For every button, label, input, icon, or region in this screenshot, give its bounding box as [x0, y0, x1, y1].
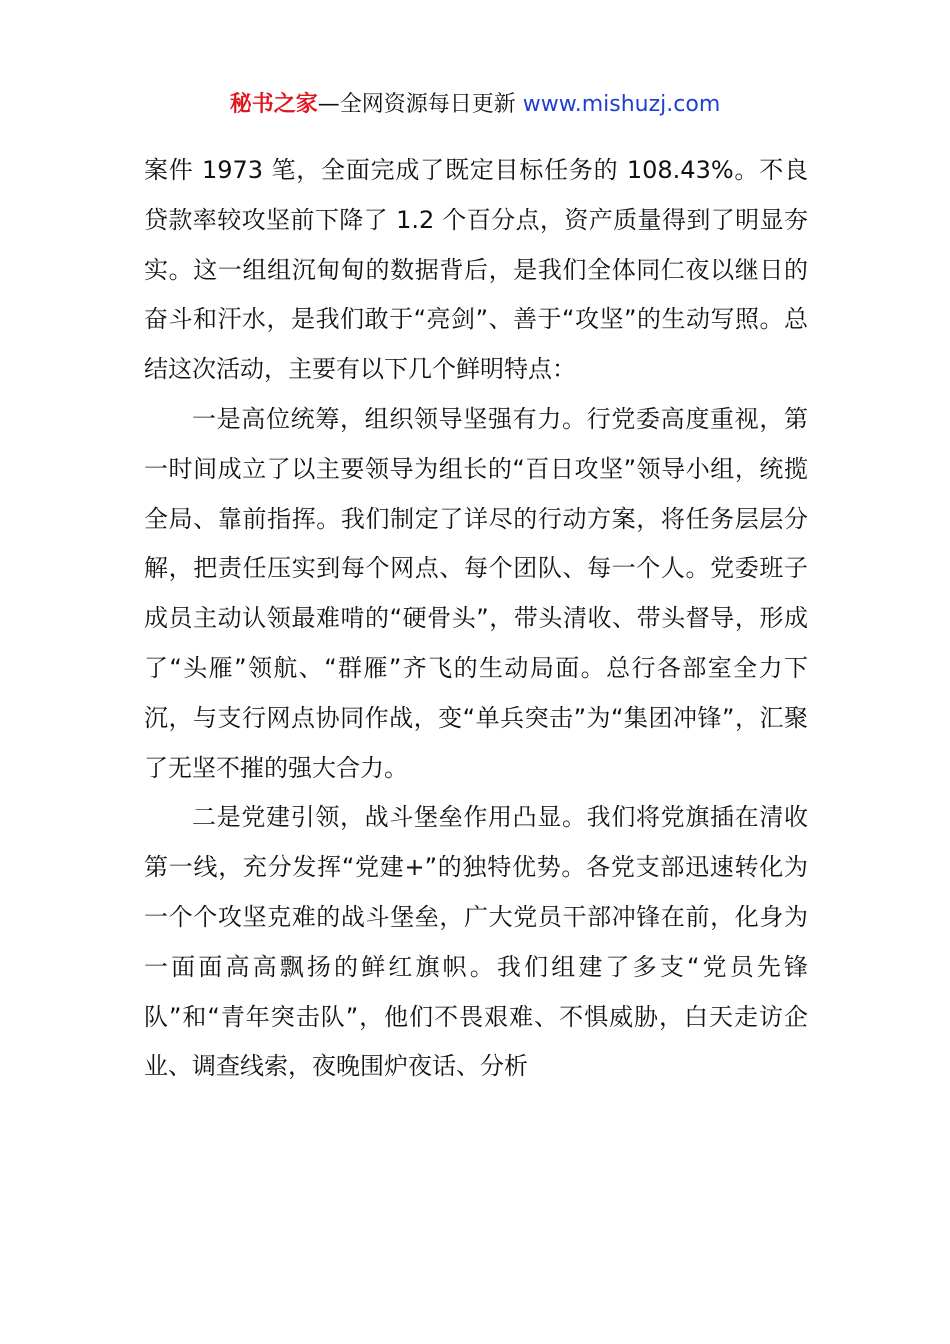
- page-header: [0, 88, 950, 122]
- header-tagline: —全网资源每日更新: [317, 92, 523, 117]
- brand-name: 秘书之家: [229, 92, 318, 117]
- document-body: [144, 146, 808, 1092]
- paragraph-continuation: 案件 1973 笔，全面完成了既定目标任务的 108.43%。不良贷款率较攻坚前下降了 1.2 个百分点，资产质量得到了明显夯实。这一组组沉甸甸的数据背后，是我们全体同仁夜以继日的奋斗和汗水，是我们敢于“亮剑”、善于“攻坚”的生动写照。总结这次活动，主要有以下几个鲜明特点：: [144, 156, 808, 384]
- paragraph-point-two: 二是党建引领，战斗堡垒作用凸显。我们将党旗插在清收第一线，充分发挥“党建+”的独特优势。各党支部迅速转化为一个个攻坚克难的战斗堡垒，广大党员干部冲锋在前，化身为一面面高高飘扬的鲜红旗帜。我们组建了多支“党员先锋队”和“青年突击队”，他们不畏艰难、不惧威胁，白天走访企业、调查线索，夜晚围炉夜话、分析: [144, 803, 808, 1081]
- paragraph-point-one: 一是高位统筹，组织领导坚强有力。行党委高度重视，第一时间成立了以主要领导为组长的“百日攻坚”领导小组，统揽全局、靠前指挥。我们制定了详尽的行动方案，将任务层层分解，把责任压实到每个网点、每个团队、每一个人。党委班子成员主动认领最难啃的“硬骨头”，带头清收、带头督导，形成了“头雁”领航、“群雁”齐飞的生动局面。总行各部室全力下沉，与支行网点协同作战，变“单兵突击”为“集团冲锋”，汇聚了无坚不摧的强大合力。: [144, 404, 808, 782]
- site-url[interactable]: www.mishuzj.com: [522, 92, 721, 117]
